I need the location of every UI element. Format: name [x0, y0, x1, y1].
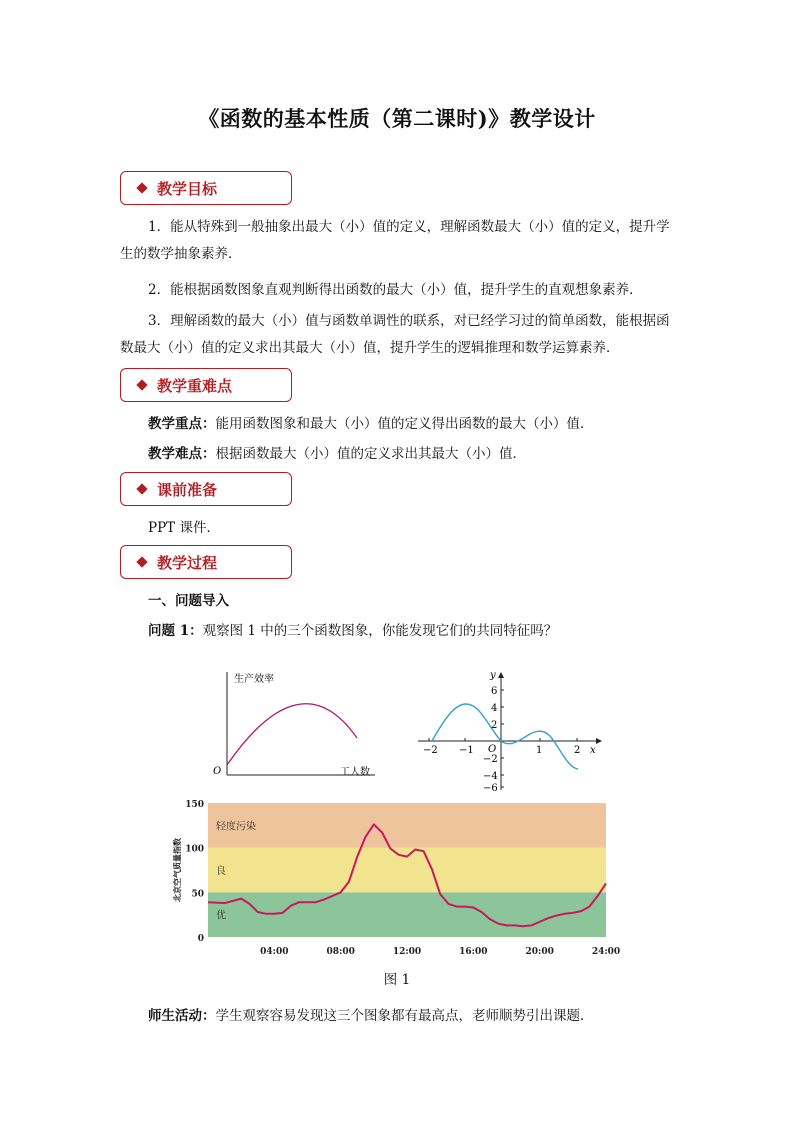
y-tick-label: 150 [185, 800, 204, 810]
diamond-icon [136, 483, 147, 494]
section-label: 教学过程 [157, 554, 218, 572]
section-label: 教学目标 [157, 180, 218, 198]
band-label: 轻度污染 [216, 821, 256, 833]
x-tick-label: 04:00 [260, 947, 289, 957]
x-tick-label: 20:00 [525, 947, 554, 957]
efficiency-graph [205, 668, 385, 783]
activity-text [120, 1003, 676, 1030]
question-label: 问题 1： [148, 623, 203, 639]
x-arrow-icon [596, 738, 602, 744]
x-axis-label: 工人数 [340, 767, 370, 778]
y-tick-label: −2 [483, 754, 498, 765]
diamond-icon [136, 182, 147, 193]
section-header-process [120, 545, 292, 579]
origin-label: O [213, 766, 222, 777]
x-tick-label: 16:00 [459, 947, 488, 957]
function-graph [410, 668, 610, 796]
y-tick-label: 6 [491, 686, 498, 697]
x-tick-label: 12:00 [392, 947, 422, 957]
objective-3: 3．理解函数的最大（小）值与函数单调性的联系，对已经学习过的简单函数，能根据函数最大（小）值的定义求出其最大（小）值，提升学生的逻辑推理和数学运算素养． [120, 313, 670, 356]
section-header-prep [120, 472, 292, 506]
y-axis-label: y [490, 670, 496, 681]
subsection-title: 一、问题导入 [148, 593, 229, 609]
aqi-chart [160, 795, 630, 965]
diamond-icon [136, 556, 147, 567]
difficult-point-text: 根据函数最大（小）值的定义求出其最大（小）值． [215, 446, 526, 462]
diamond-icon [136, 379, 147, 390]
band-label: 良 [216, 866, 226, 877]
tick-marks [429, 690, 577, 787]
y-tick-label: 0 [197, 934, 204, 944]
y-tick-label: 100 [185, 844, 204, 855]
question-text: 观察图 1 中的三个函数图象，你能发现它们的共同特征吗？ [202, 623, 558, 639]
y-tick-label: 50 [191, 889, 204, 900]
section-header-objectives [120, 171, 292, 205]
difficult-point-label: 教学难点： [148, 446, 216, 462]
y-tick-label: 2 [491, 720, 498, 731]
origin-label: O [488, 744, 497, 755]
activity-body: 学生观察容易发现这三个图象都有最高点，老师顺势引出课题． [215, 1008, 594, 1024]
page-title: 《函数的基本性质（第二课时)》教学设计 [198, 106, 596, 131]
y-tick-label: −4 [483, 771, 498, 782]
band-label: 优 [216, 910, 226, 922]
objective-1: 1．能从特殊到一般抽象出最大（小）值的定义，理解函数最大（小）值的定义，提升学生的数学抽象素养． [120, 219, 670, 262]
difficult-point [120, 441, 676, 468]
section-header-keypoints [120, 368, 292, 402]
y-axis-label: 北京空气质量指数 [172, 838, 182, 902]
y-axis-label: 生产效率 [234, 674, 274, 685]
key-point-label: 教学重点： [148, 416, 216, 432]
key-point-text: 能用函数图象和最大（小）值的定义得出函数的最大（小）值． [215, 416, 594, 432]
activity-label: 师生活动： [148, 1008, 216, 1024]
x-tick-label: 1 [536, 745, 543, 756]
prep-text: PPT 课件． [148, 520, 220, 536]
y-tick-label: −6 [483, 783, 498, 794]
band-100 [208, 803, 606, 848]
y-arrow-icon [498, 672, 504, 678]
x-tick-label: −1 [459, 745, 474, 756]
function-curve [432, 704, 581, 769]
objective-2: 2．能根据函数图象直观判断得出函数的最大（小）值，提升学生的直观想象素养． [148, 282, 643, 298]
key-point [120, 411, 676, 438]
band-50 [208, 848, 606, 893]
section-label: 教学重难点 [157, 377, 233, 395]
figure-caption: 图 1 [383, 972, 411, 988]
x-tick-label: 24:00 [591, 947, 621, 957]
question-1 [120, 618, 676, 645]
y-tick-label: 4 [491, 703, 498, 714]
x-axis-label: x [590, 745, 596, 756]
efficiency-curve [227, 704, 357, 765]
section-label: 课前准备 [157, 481, 218, 499]
x-tick-label: 2 [574, 745, 581, 756]
x-tick-label: 08:00 [326, 947, 355, 957]
x-tick-label: −2 [423, 745, 438, 756]
